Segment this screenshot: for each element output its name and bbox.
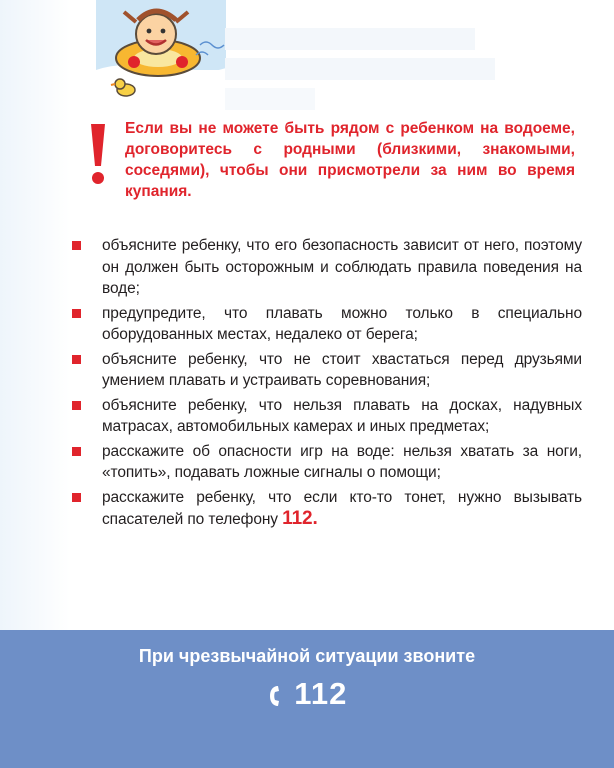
list-item: [72, 349, 582, 392]
warning-text: Если вы не можете быть рядом с ребенком на водоеме, договоритесь с родными (близкими, знакомыми, соседями), чтобы они присмотрели за ним во время купания.: [125, 120, 575, 200]
list-item: [72, 303, 582, 346]
list-item: [72, 395, 582, 438]
list-item: [72, 235, 582, 300]
bullet-icon: [72, 401, 81, 410]
emergency-phone-number: 112: [294, 676, 348, 711]
bullet-icon: [72, 493, 81, 502]
list-item-text-tail: .: [312, 508, 318, 529]
bullet-icon: [72, 309, 81, 318]
child-swim-ring-illustration: [96, 0, 226, 105]
list-item: [72, 441, 582, 484]
exclamation-icon: [88, 122, 108, 186]
left-decorative-strip: [0, 0, 70, 630]
emergency-footer: [0, 630, 614, 768]
list-item-text-main: расскажите ребенку, что если кто-то тонет, нужно вызывать спасателей по телефону: [102, 488, 582, 528]
warning-block: [88, 118, 588, 208]
bullet-icon: [72, 447, 81, 456]
faded-background-heading: [225, 28, 515, 110]
list-item-text: объясните ребенку, что его безопасность зависит от него, поэтому он должен быть осторожным и соблюдать правила поведения на воде;: [102, 237, 582, 297]
emergency-number: 112: [282, 508, 313, 529]
list-item-text: объясните ребенку, что не стоит хвастаться перед друзьями умением плавать и устраивать соревнования;: [102, 350, 582, 389]
list-item-text: объясните ребенку, что нельзя плавать на досках, надувных матрасах, автомобильных камерах и иных предметах;: [102, 396, 582, 435]
footer-title: При чрезвычайной ситуации звоните: [138, 646, 476, 666]
list-item-text: предупредите, что плавать можно только в специально оборудованных местах, недалеко от берега;: [102, 304, 582, 343]
list-item-text: расскажите об опасности игр на воде: нельзя хватать за ноги, «топить», подавать ложные сигналы о помощи;: [102, 442, 582, 481]
rules-list: [72, 235, 582, 534]
footer-phone-line: [0, 676, 614, 712]
list-item-text: [102, 487, 582, 531]
bullet-icon: [72, 241, 81, 250]
list-item: [72, 487, 582, 531]
bullet-icon: [72, 355, 81, 364]
phone-icon: [267, 684, 281, 708]
